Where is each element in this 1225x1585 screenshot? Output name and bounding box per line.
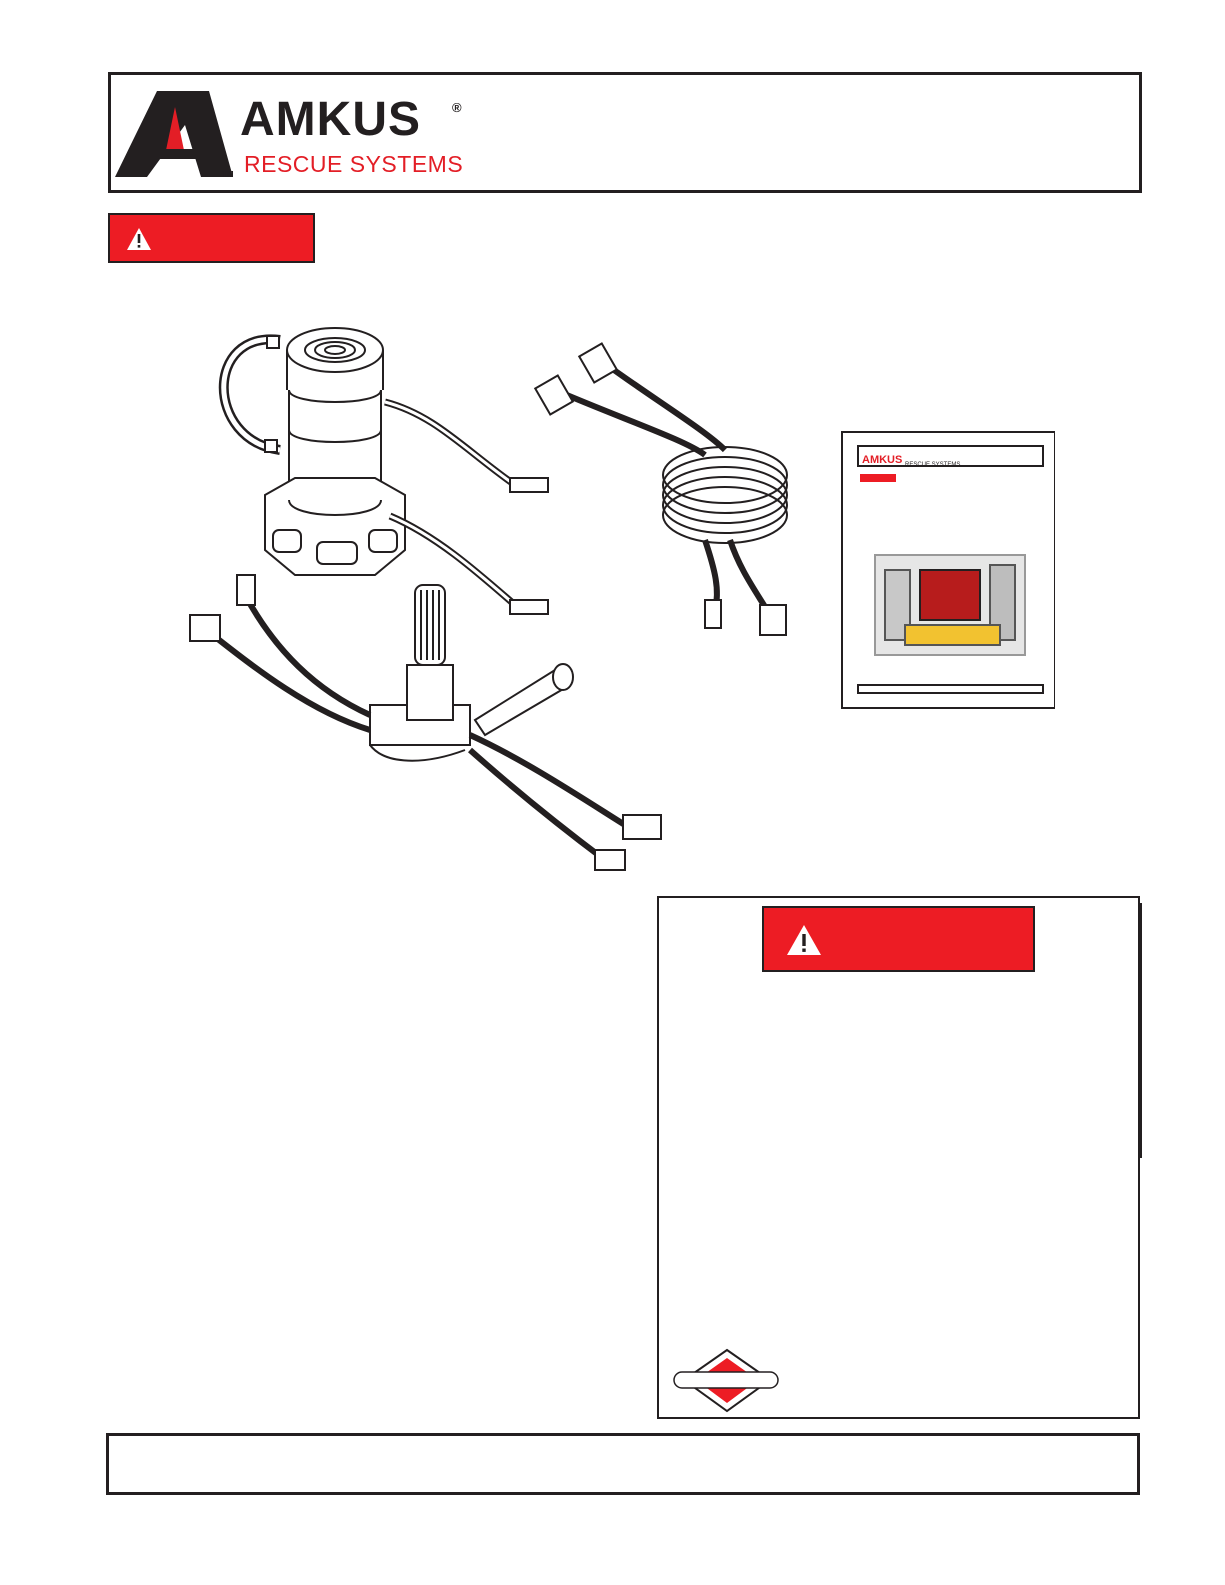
logo-subtitle: RESCUE SYSTEMS — [244, 151, 464, 177]
manual-cover-subtitle: RESCUE SYSTEMS — [905, 462, 961, 468]
warning-triangle-icon — [126, 227, 152, 251]
ram-kit-illustration — [185, 320, 1055, 890]
warning-banner-top — [108, 213, 315, 263]
safety-alert-diamond-icon — [672, 1348, 782, 1413]
warning-triangle-icon — [786, 924, 822, 956]
warning-banner-main — [762, 906, 1035, 972]
logo-wordmark: AMKUS — [240, 93, 421, 146]
registered-mark: ® — [452, 100, 462, 115]
warning-box — [657, 896, 1140, 1419]
manual-cover-name: AMKUS — [862, 454, 903, 466]
trademark-mark: TM — [222, 170, 234, 179]
footer-box — [106, 1433, 1140, 1495]
